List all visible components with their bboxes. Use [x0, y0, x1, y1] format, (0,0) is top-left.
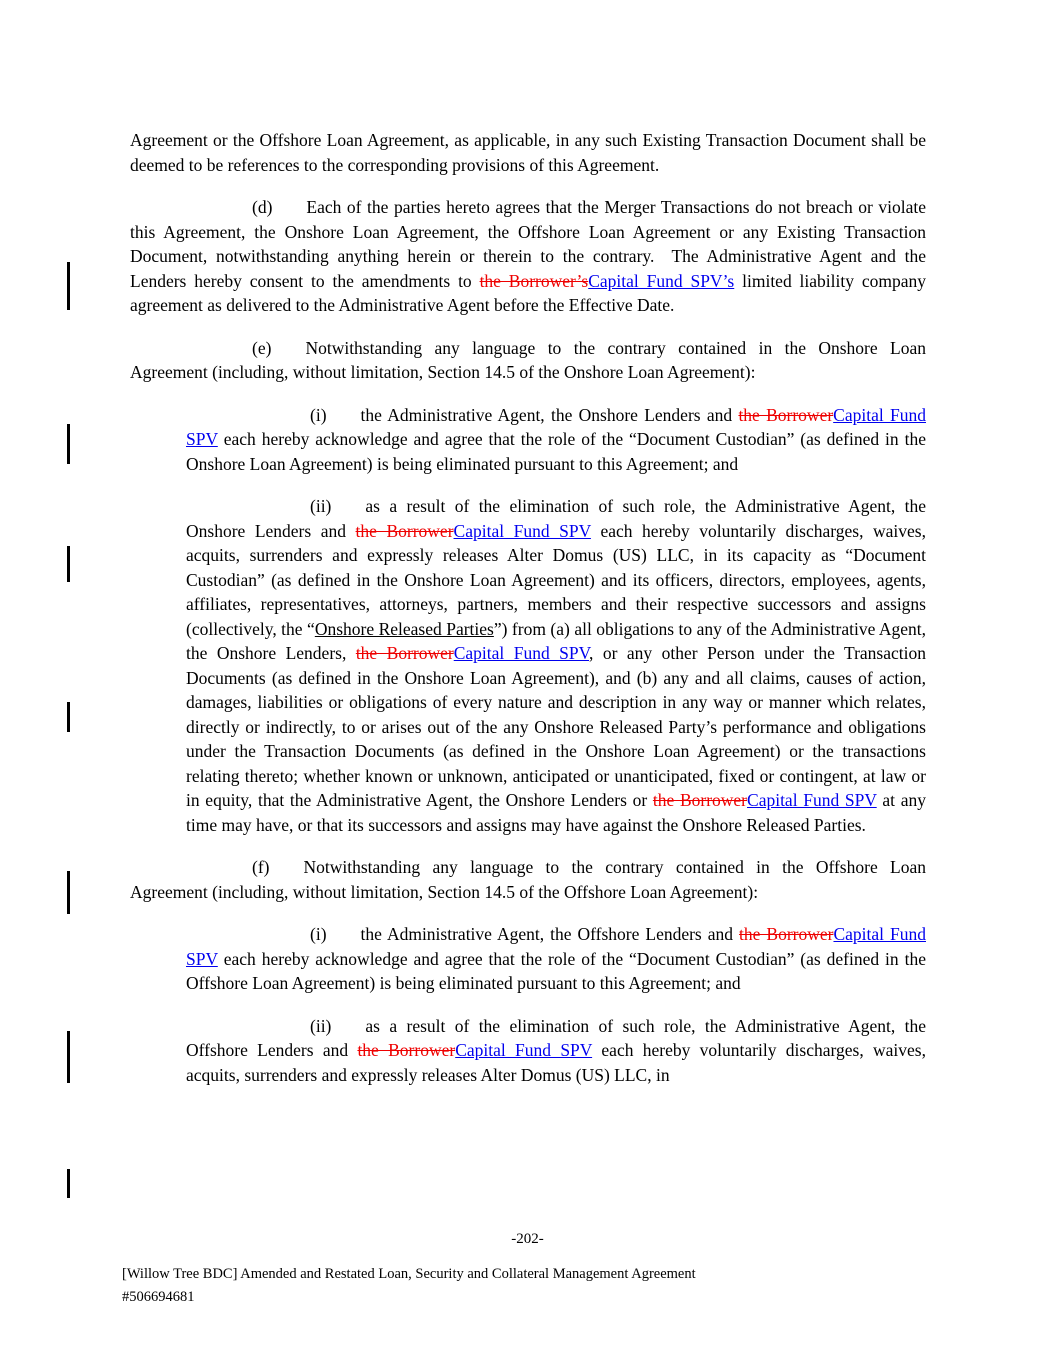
clause-f-i	[186, 922, 926, 996]
text-run: Notwithstanding any language to the contrary contained in the Offshore Loan Agreement (including, without limitation, Section 14.5 of the Offshore Loan Agreement):	[130, 857, 926, 902]
text-run: (i)	[310, 924, 327, 944]
clause-e-i	[186, 403, 926, 477]
inserted-text: Capital Fund SPV’s	[588, 270, 735, 291]
deleted-text: the Borrower	[357, 1040, 456, 1060]
paragraph-d	[130, 195, 926, 318]
page-body	[0, 128, 1055, 1105]
text-run: (ii)	[310, 496, 332, 516]
text-run: each hereby voluntarily discharges, waives, acquits, surrenders and expressly releases Alter Domus (US) LLC, in	[186, 1040, 926, 1085]
paragraph-f	[130, 855, 926, 904]
text-run: limited liability company agreement as delivered to the Administrative Agent before the Effective Date.	[130, 270, 927, 315]
page-number: -202-	[511, 1231, 544, 1247]
text-run: (ii)	[310, 1015, 332, 1036]
inserted-text: Capital Fund SPV	[747, 790, 877, 810]
text-run: , or any other Person under the Transaction Documents (as defined in the Onshore Loan Agreement), and (b) any and all claims, causes of action, damages, liabilities or obligations of every nature and description in any way or manner which relates, directly or indirectly, to or arises out of the any Onshore Released Party’s performance and obligations under the Transaction Documents (as defined in the Onshore Loan Agreement) or the transactions relating thereto; whether known or unknown, anticipated or unanticipated, fixed or contingent, at law or in equity, that the Administrative Agent, the Onshore Lenders or	[186, 643, 926, 810]
inserted-text: Capital Fund SPV	[186, 404, 926, 449]
deleted-text: the Borrower	[652, 790, 748, 810]
text-run: ”) from (a) all obligations to any of the Administrative Agent, the Onshore Lenders,	[186, 618, 926, 663]
footer-doc-title: [Willow Tree BDC] Amended and Restated Loan, Security and Collateral Management Agreement	[122, 1266, 696, 1282]
deleted-text: the Borrower	[355, 643, 454, 663]
text-run: each hereby voluntarily discharges, waives, acquits, surrenders and expressly releases Alter Domus (US) LLC, in its capacity as “Document Custodian” (as defined in the Onshore Loan Agreement) and its officers, directors, employees, agents, affiliates, representatives, attorneys, partners, members and their respective successors and assigns (collectively, the “	[186, 520, 926, 639]
text-run: the Administrative Agent, the Onshore Lenders and	[360, 404, 739, 425]
text-run: as a result of the elimination of such role, the Administrative Agent, the Onshore Lenders and	[186, 496, 926, 541]
paragraph-e	[130, 336, 926, 385]
text-run: (d)	[252, 197, 273, 217]
text-run: each hereby acknowledge and agree that the role of the “Document Custodian” (as defined in the Onshore Loan Agreement) is being eliminated pursuant to this Agreement; and	[186, 429, 926, 474]
text-run: Agreement or the Offshore Loan Agreement, as applicable, in any such Existing Transaction Document shall be deemed to be references to the corresponding provisions of this Agreement.	[130, 130, 926, 175]
inserted-text: Capital Fund SPV	[186, 924, 926, 969]
deleted-text: the Borrower	[738, 404, 834, 425]
text-run: at any time may have, or that its successors and assigns may have against the Onshore Released Parties.	[186, 790, 926, 835]
text-run: (i)	[310, 404, 327, 425]
paragraph-continuation	[130, 128, 926, 177]
text-run: as a result of the elimination of such role, the Administrative Agent, the Offshore Lenders and	[186, 1015, 926, 1060]
change-bar	[67, 1169, 70, 1198]
text-run: Each of the parties hereto agrees that the Merger Transactions do not breach or violate this Agreement, the Onshore Loan Agreement, the Offshore Loan Agreement or any Existing Transaction Document, notwithstanding anything herein or therein to the contrary. The Administrative Agent and the Lenders hereby consent to the amendments to	[130, 197, 926, 291]
inserted-text: Capital Fund SPV	[455, 1040, 593, 1060]
inserted-text: Capital Fund SPV	[453, 643, 590, 663]
text-run: each hereby acknowledge and agree that the role of the “Document Custodian” (as defined in the Offshore Loan Agreement) is being eliminated pursuant to this Agreement; and	[186, 948, 926, 993]
text-run: Notwithstanding any language to the contrary contained in the Onshore Loan Agreement (including, without limitation, Section 14.5 of the Onshore Loan Agreement):	[130, 337, 926, 382]
clause-f-ii	[186, 1014, 926, 1088]
clause-e-ii	[186, 494, 926, 837]
text-run: (f)	[252, 857, 270, 877]
text-run: (e)	[252, 337, 272, 358]
inserted-text: Capital Fund SPV	[453, 520, 591, 541]
page-footer	[122, 1263, 935, 1308]
deleted-text: the Borrower’s	[479, 270, 589, 291]
deleted-text: the Borrower	[355, 520, 454, 541]
deleted-text: the Borrower	[739, 924, 834, 944]
defined-term: Onshore Released Parties	[314, 618, 494, 639]
text-run: the Administrative Agent, the Offshore Lenders and	[360, 924, 740, 944]
footer-doc-id: #506694681	[122, 1288, 195, 1305]
